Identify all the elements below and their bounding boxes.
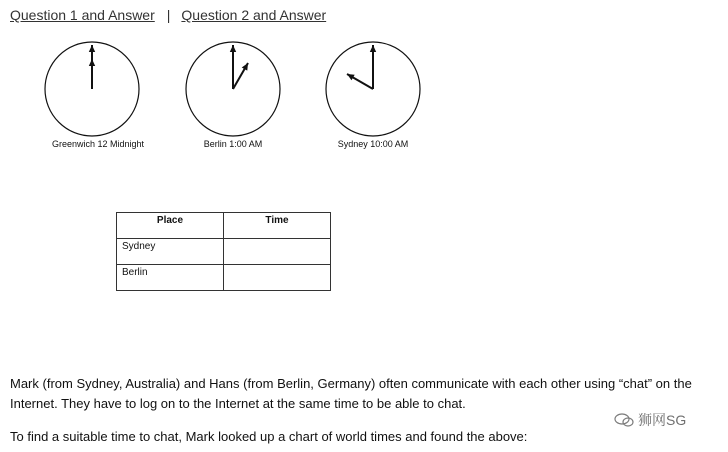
watermark-text: 狮网SG (638, 412, 687, 428)
column-header-time: Time (224, 213, 331, 239)
watermark (614, 410, 686, 430)
clock-label-greenwich: Greenwich 12 Midnight (51, 139, 145, 149)
place-cell: Berlin (117, 265, 224, 291)
clock-berlin (184, 40, 282, 138)
clock-label-sydney: Sydney 10:00 AM (337, 139, 409, 149)
place-cell: Sydney (117, 239, 224, 265)
question-2-link[interactable]: Question 2 and Answer (181, 7, 327, 23)
time-cell (224, 265, 331, 291)
time-table (116, 212, 331, 291)
clock-label-berlin: Berlin 1:00 AM (203, 139, 263, 149)
question-nav (10, 7, 326, 23)
intro-paragraph: Mark (from Sydney, Australia) and Hans (from Berlin, Germany) often communicate with each other using “chat” on the Internet. They have to log on to the Internet at the same time to be able to chat. (10, 376, 692, 411)
nav-separator: | (166, 7, 171, 23)
clock-greenwich (43, 40, 141, 138)
time-cell (224, 239, 331, 265)
table-header-row (117, 213, 331, 239)
table-row (117, 265, 331, 291)
clock-sydney (324, 40, 422, 138)
chat-bubble-icon (614, 413, 634, 427)
table-row (117, 239, 331, 265)
column-header-place: Place (117, 213, 224, 239)
question-1-link[interactable]: Question 1 and Answer (10, 7, 155, 23)
instruction-paragraph: To find a suitable time to chat, Mark looked up a chart of world times and found the above: (10, 429, 528, 444)
